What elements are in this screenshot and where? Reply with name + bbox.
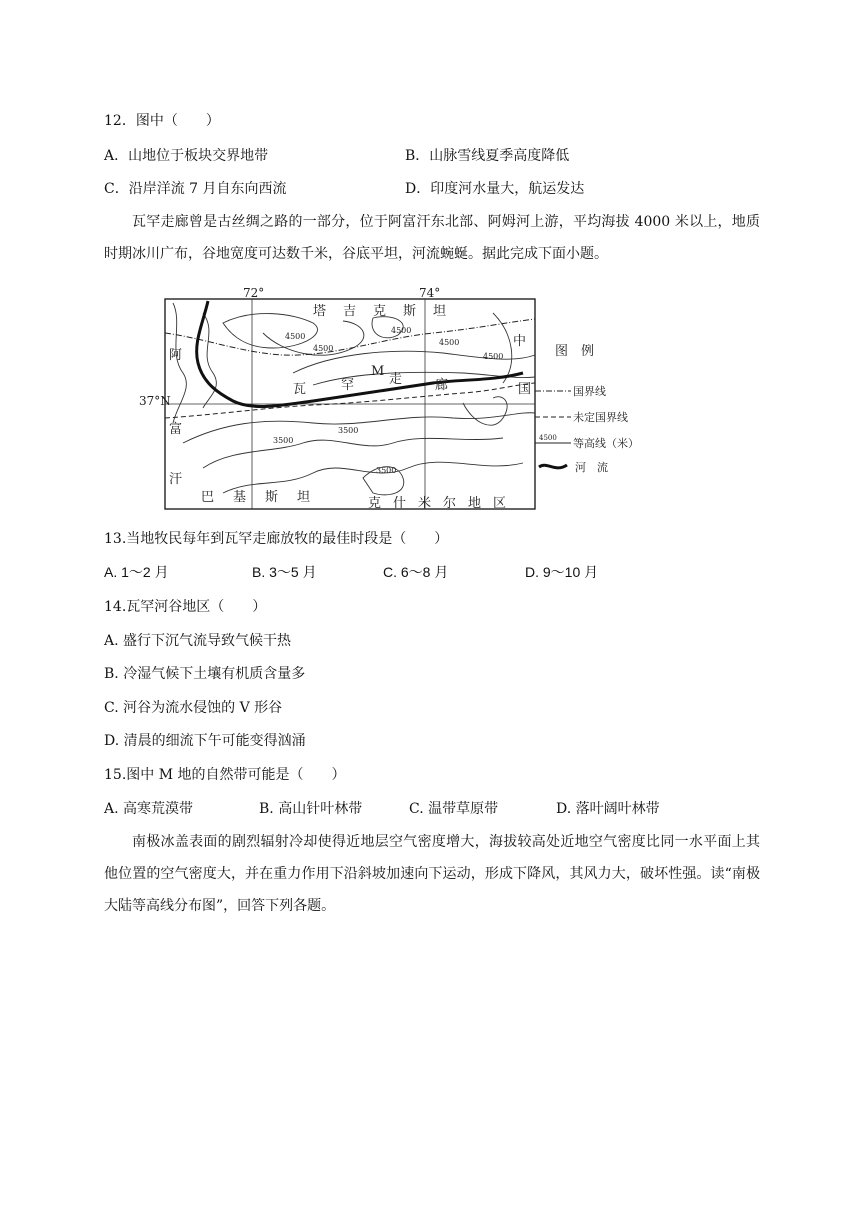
legend-item-boundary: 国界线 xyxy=(573,385,606,398)
legend-item-contour: 等高线（米） xyxy=(573,437,639,450)
q13-option-d: D. 9～10 月 xyxy=(525,564,599,580)
svg-text:克: 克 xyxy=(373,304,387,319)
svg-text:富: 富 xyxy=(169,422,183,437)
svg-text:阿: 阿 xyxy=(169,348,183,363)
legend-item-undetermined: 未定国界线 xyxy=(573,411,628,424)
q15-option-b: B. 高山针叶林带 xyxy=(259,801,363,817)
svg-text:克: 克 xyxy=(368,496,382,511)
label-tajikistan xyxy=(313,303,446,319)
svg-text:米: 米 xyxy=(418,496,432,511)
svg-text:什: 什 xyxy=(393,496,407,511)
svg-text:汗: 汗 xyxy=(169,472,183,487)
q13-stem: 13.当地牧民每年到瓦罕走廊放牧的最佳时段是（ ） xyxy=(104,531,449,547)
q14-option-d: D. 清晨的细流下午可能变得汹涌 xyxy=(104,733,306,749)
label-m: M xyxy=(371,364,385,379)
legend-contour-value: 4500 xyxy=(539,434,557,442)
q15-option-a: A. 高寒荒漠带 xyxy=(104,801,194,817)
svg-text:斯: 斯 xyxy=(403,304,417,319)
q13-option-c: C. 6～8 月 xyxy=(383,564,449,580)
svg-text:地: 地 xyxy=(468,496,482,511)
svg-text:巴: 巴 xyxy=(201,490,215,505)
lat-37n-label: 37°N xyxy=(139,394,171,408)
legend-title: 图 例 xyxy=(555,344,595,359)
svg-text:塔: 塔 xyxy=(313,304,327,319)
lon-74-label: 74° xyxy=(419,286,441,300)
svg-text:坦: 坦 xyxy=(433,304,447,319)
svg-text:中: 中 xyxy=(513,334,527,349)
passage-wakhan: 瓦罕走廊曾是古丝绸之路的一部分，位于阿富汗东北部、阿姆河上游，平均海拔 4000 米以上，地质时期冰川广布，谷地宽度可达数千米，谷底平坦，河流蜿蜒。据此完成下面小题。 xyxy=(104,214,760,262)
svg-text:瓦: 瓦 xyxy=(293,382,307,397)
q15-option-c: C. 温带草原带 xyxy=(409,801,499,817)
svg-text:罕: 罕 xyxy=(341,378,355,393)
label-pakistan xyxy=(201,489,310,505)
q13-option-a: A. 1～2 月 xyxy=(104,564,169,580)
q12-option-c: C．沿岸洋流 7 月自东向西流 xyxy=(104,181,287,197)
wakhan-corridor-map xyxy=(139,286,679,513)
q12-option-b: B．山脉雪线夏季高度降低 xyxy=(405,148,570,164)
q14-option-c: C. 河谷为流水侵蚀的 V 形谷 xyxy=(104,700,283,716)
svg-text:国: 国 xyxy=(518,382,532,397)
q13-option-b: B. 3～5 月 xyxy=(252,564,317,580)
q15-option-d: D. 落叶阔叶林带 xyxy=(556,801,660,817)
svg-text:3500: 3500 xyxy=(338,426,359,435)
lon-72-label: 72° xyxy=(243,286,265,300)
svg-text:4500: 4500 xyxy=(483,352,504,361)
map-legend xyxy=(535,344,639,474)
q12-option-d: D．印度河水量大，航运发达 xyxy=(405,181,585,197)
svg-text:走: 走 xyxy=(389,372,403,387)
q14-option-a: A. 盛行下沉气流导致气候干热 xyxy=(104,633,292,649)
svg-text:基: 基 xyxy=(233,490,247,505)
svg-text:4500: 4500 xyxy=(313,344,334,353)
svg-text:廊: 廊 xyxy=(435,378,449,393)
q14-stem: 14.瓦罕河谷地区（ ） xyxy=(104,599,267,615)
q14-option-b: B. 冷湿气候下土壤有机质含量多 xyxy=(104,666,306,682)
q15-stem: 15.图中 M 地的自然带可能是（ ） xyxy=(104,767,346,783)
legend-river-symbol xyxy=(539,465,567,468)
q12-stem: 12．图中（ ） xyxy=(104,113,220,129)
svg-text:3500: 3500 xyxy=(273,436,294,445)
svg-text:4500: 4500 xyxy=(285,332,306,341)
svg-text:尔: 尔 xyxy=(443,496,457,511)
label-china xyxy=(513,333,531,397)
legend-item-river: 河 流 xyxy=(575,461,608,474)
svg-text:区: 区 xyxy=(493,496,507,511)
svg-text:斯: 斯 xyxy=(265,490,279,505)
svg-text:4500: 4500 xyxy=(391,326,412,335)
svg-text:坦: 坦 xyxy=(297,490,311,505)
svg-text:吉: 吉 xyxy=(343,304,357,319)
q12-option-a: A．山地位于板块交界地带 xyxy=(104,148,269,164)
passage-antarctic-katabatic: 南极冰盖表面的剧烈辐射冷却使得近地层空气密度增大，海拔较高处近地空气密度比同一水平面上其他位置的空气密度大，并在重力作用下沿斜坡加速向下运动，形成下降风，其风力大，破坏性强。读“南极大陆等高线分布图”，回答下列各题。 xyxy=(104,834,760,914)
svg-text:3500: 3500 xyxy=(376,466,397,475)
svg-text:4500: 4500 xyxy=(439,338,460,347)
